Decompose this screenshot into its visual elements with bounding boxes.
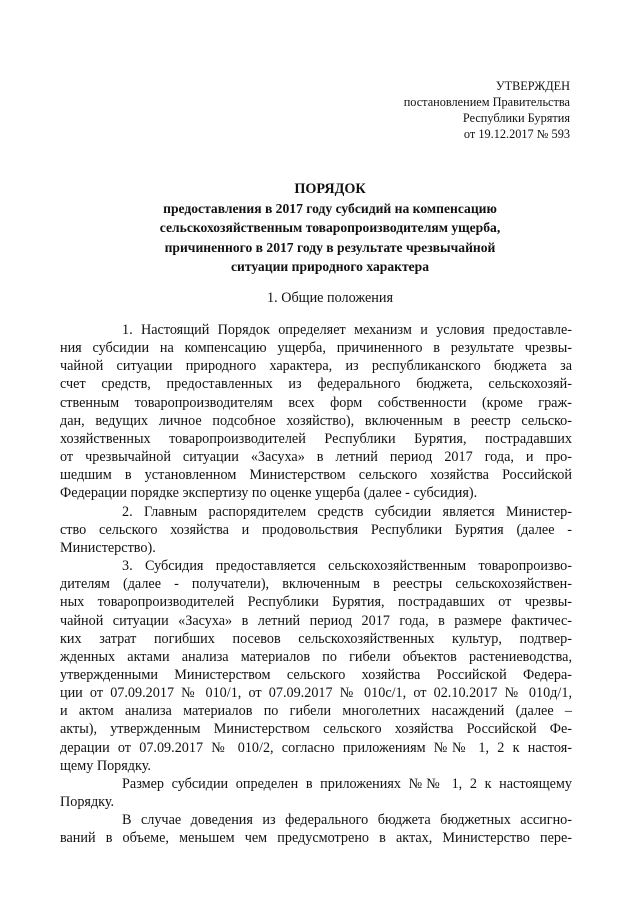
body-line: ство сельского хозяйства и продовольствия Республики Бурятия (далее - <box>60 521 572 538</box>
body-line: дерации от 07.09.2017 № 010/2, согласно приложениям №№ 1, 2 к настоя- <box>60 739 572 756</box>
body-line: и актом анализа материалов по гибели многолетних насаждений (далее – <box>60 703 572 720</box>
body-line: щему Порядку. <box>60 757 151 774</box>
approval-status: УТВЕРЖДЕН <box>495 79 570 93</box>
body-line: Порядку. <box>60 794 115 811</box>
body-line: В случае доведения из федерального бюджета бюджетных ассигно- <box>122 812 572 829</box>
body-line: дан, ведущих личное подсобное хозяйство), включенным в реестр сельско- <box>60 412 572 429</box>
title-line: сельскохозяйственным товаропроизводителям ущерба, <box>159 220 501 236</box>
body-line: 3. Субсидия предоставляется сельскохозяйственным товаропроизво- <box>122 558 572 575</box>
body-line: утвержденными Министерством сельского хозяйства Российской Федера- <box>60 666 572 683</box>
body-line: Размер субсидии определен в приложениях №№ 1, 2 к настоящему <box>122 775 572 792</box>
approval-stamp <box>404 78 570 142</box>
body-line: 2. Главным распорядителем средств субсидии является Министер- <box>122 503 572 520</box>
document-title <box>60 180 600 276</box>
body-line: шедшим в установленном Министерством сельского хозяйства Российской <box>60 467 572 484</box>
body-line: ственным товаропроизводителям всех форм собственности (кроме граж- <box>60 394 572 411</box>
approval-authority: постановлением Правительства <box>403 95 570 109</box>
title-line: предоставления в 2017 году субсидий на компенсацию <box>163 201 497 217</box>
body-line: ных товаропроизводителей Республики Бурятия, пострадавших от чрезвы- <box>60 594 572 611</box>
approval-republic: Республики Бурятия <box>462 111 570 125</box>
title-line: причиненного в 2017 году в результате чрезвычайной <box>164 239 496 255</box>
body-line: Министерство). <box>60 539 156 556</box>
approval-date-number: от 19.12.2017 № 593 <box>463 127 570 141</box>
body-line: счет средств, предоставленных из федерального бюджета, сельскохозяй- <box>60 376 572 393</box>
section-heading: 1. Общие положения <box>267 290 393 306</box>
body-line: ния субсидии на компенсацию ущерба, причиненного в результате чрезвы- <box>60 340 572 357</box>
title-line: ситуации природного характера <box>230 258 430 274</box>
body-line: ких затрат погибших посевов сельскохозяйственных культур, подтвер- <box>60 630 572 647</box>
body-line: ции от 07.09.2017 № 010/1, от 07.09.2017 № 010с/1, от 02.10.2017 № 010д/1, <box>60 685 572 702</box>
body-line: акты), утвержденным Министерством сельского хозяйства Российской Фе- <box>60 721 572 738</box>
body-line: дителям (далее - получатели), включенным в реестры сельскохозяйствен- <box>60 576 572 593</box>
body-line: чайной ситуации «Засуха» в летний период 2017 года, в размере фактичес- <box>60 612 572 629</box>
body-line: хозяйственных товаропроизводителей Республики Бурятия, пострадавших <box>60 430 572 447</box>
body-line: чайной ситуации природного характера, из республиканского бюджета за <box>60 358 572 375</box>
title-main: ПОРЯДОК <box>294 181 366 197</box>
document-body <box>60 321 572 848</box>
body-line: ваний в объеме, меньшем чем предусмотрено в актах, Министерство пере- <box>60 830 572 847</box>
body-line: Федерации порядке экспертизу по оценке ущерба (далее - субсидия). <box>60 485 478 502</box>
body-line: жденных актами анализа материалов по гибели объектов растениеводства, <box>60 648 572 665</box>
body-line: от чрезвычайной ситуации «Засуха» в летний период 2017 года, и про- <box>60 449 572 466</box>
body-line: 1. Настоящий Порядок определяет механизм и условия предоставле- <box>122 322 572 338</box>
